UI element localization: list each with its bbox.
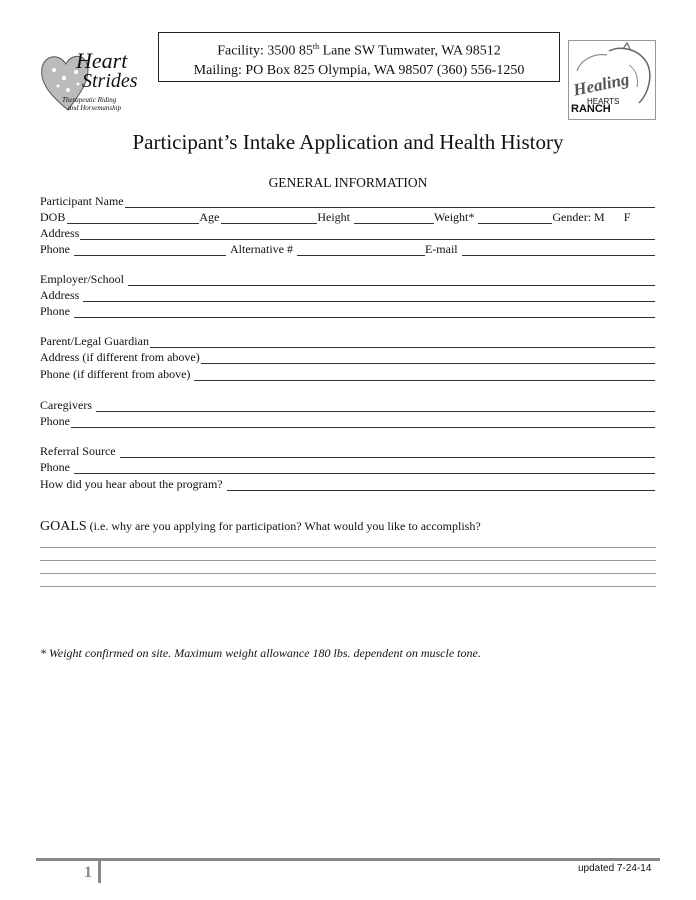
logo-tagline-2: and Horsemanship <box>68 104 122 112</box>
address-label: Address <box>40 226 80 240</box>
logo-ranch-text: RANCH <box>571 103 611 115</box>
employer-address-label: Address <box>40 288 80 302</box>
caregivers-phone-label: Phone <box>40 414 70 428</box>
heard-label: How did you hear about the program? <box>40 477 223 491</box>
facility-address-box <box>158 32 560 82</box>
page-number-separator <box>98 861 101 883</box>
employer-row <box>40 270 656 286</box>
weight-label: Weight* <box>434 210 475 224</box>
alternative-label: Alternative # <box>230 242 293 256</box>
referral-label: Referral Source <box>40 444 116 458</box>
guardian-phone-label: Phone (if different from above) <box>40 367 191 381</box>
referral-field[interactable] <box>120 445 655 458</box>
facility-line: Facility: 3500 85th Lane SW Tumwater, WA 98512 <box>217 42 501 59</box>
footer-divider <box>36 858 660 861</box>
caregivers-row <box>40 396 656 412</box>
participant-name-label: Participant Name <box>40 194 124 208</box>
goals-line-3[interactable] <box>40 573 656 574</box>
page-number: 1 <box>84 864 92 881</box>
age-label: Age <box>199 210 220 224</box>
participant-name-field[interactable] <box>125 195 655 208</box>
alternative-field[interactable] <box>297 243 425 256</box>
height-field[interactable] <box>354 211 434 224</box>
goals-line-1[interactable] <box>40 547 656 548</box>
caregivers-label: Caregivers <box>40 398 92 412</box>
weight-note: * Weight confirmed on site. Maximum weight allowance 180 lbs. dependent on muscle tone. <box>40 646 481 660</box>
referral-phone-label: Phone <box>40 460 70 474</box>
goals-line-4[interactable] <box>40 586 656 587</box>
guardian-field[interactable] <box>150 335 655 348</box>
referral-phone-field[interactable] <box>74 461 655 474</box>
guardian-label: Parent/Legal Guardian <box>40 334 149 348</box>
logo-strides-text: Strides <box>82 70 138 92</box>
guardian-phone-field[interactable] <box>194 368 655 381</box>
referral-row <box>40 442 656 458</box>
page-title: Participant’s Intake Application and Health History <box>132 130 564 154</box>
logo-tagline-1: Therapeutic Riding <box>62 96 117 104</box>
section-title: GENERAL INFORMATION <box>268 175 428 190</box>
employer-field[interactable] <box>128 273 655 286</box>
address-field[interactable] <box>80 227 655 240</box>
mailing-line: Mailing: PO Box 825 Olympia, WA 98507 (360) 556-1250 <box>193 62 525 78</box>
heart-strides-logo <box>38 40 138 116</box>
height-label: Height <box>317 210 351 224</box>
guardian-address-row <box>40 348 656 364</box>
age-field[interactable] <box>221 211 317 224</box>
email-label: E-mail <box>424 242 458 256</box>
employer-phone-row <box>40 302 656 318</box>
goals-description: (i.e. why are you applying for participation? What would you like to accomplish? <box>86 519 481 533</box>
logo-healing-text: Healing <box>571 69 631 100</box>
caregivers-phone-row <box>40 412 656 428</box>
dob-field[interactable] <box>67 211 199 224</box>
dob-row <box>40 208 656 224</box>
heard-field[interactable] <box>227 478 655 491</box>
gender-f-option[interactable]: F <box>623 210 631 224</box>
guardian-phone-row <box>40 365 656 381</box>
updated-date: updated 7-24-14 <box>578 863 652 874</box>
guardian-address-label: Address (if different from above) <box>40 350 200 364</box>
employer-label: Employer/School <box>40 272 124 286</box>
guardian-address-field[interactable] <box>201 351 655 364</box>
dob-label: DOB <box>40 210 66 224</box>
participant-name-row <box>40 192 656 208</box>
caregivers-field[interactable] <box>96 399 655 412</box>
address-row <box>40 224 656 240</box>
phone-row <box>40 240 656 256</box>
weight-field[interactable] <box>478 211 552 224</box>
employer-address-field[interactable] <box>83 289 655 302</box>
phone-field[interactable] <box>74 243 226 256</box>
phone-label: Phone <box>40 242 70 256</box>
employer-phone-field[interactable] <box>74 305 655 318</box>
referral-phone-row <box>40 458 656 474</box>
gender-label[interactable]: Gender: M <box>552 210 605 224</box>
healing-hearts-ranch-logo <box>568 40 656 120</box>
logo-hearts-text: HEARTS <box>587 97 620 106</box>
email-field[interactable] <box>462 243 655 256</box>
heard-row <box>40 475 656 491</box>
caregivers-phone-field[interactable] <box>71 415 655 428</box>
employer-phone-label: Phone <box>40 304 70 318</box>
goals-heading <box>40 519 481 535</box>
guardian-row <box>40 332 656 348</box>
goals-label: GOALS <box>40 519 87 534</box>
logo-heart-text: Heart <box>76 48 128 73</box>
employer-address-row <box>40 286 656 302</box>
goals-line-2[interactable] <box>40 560 656 561</box>
